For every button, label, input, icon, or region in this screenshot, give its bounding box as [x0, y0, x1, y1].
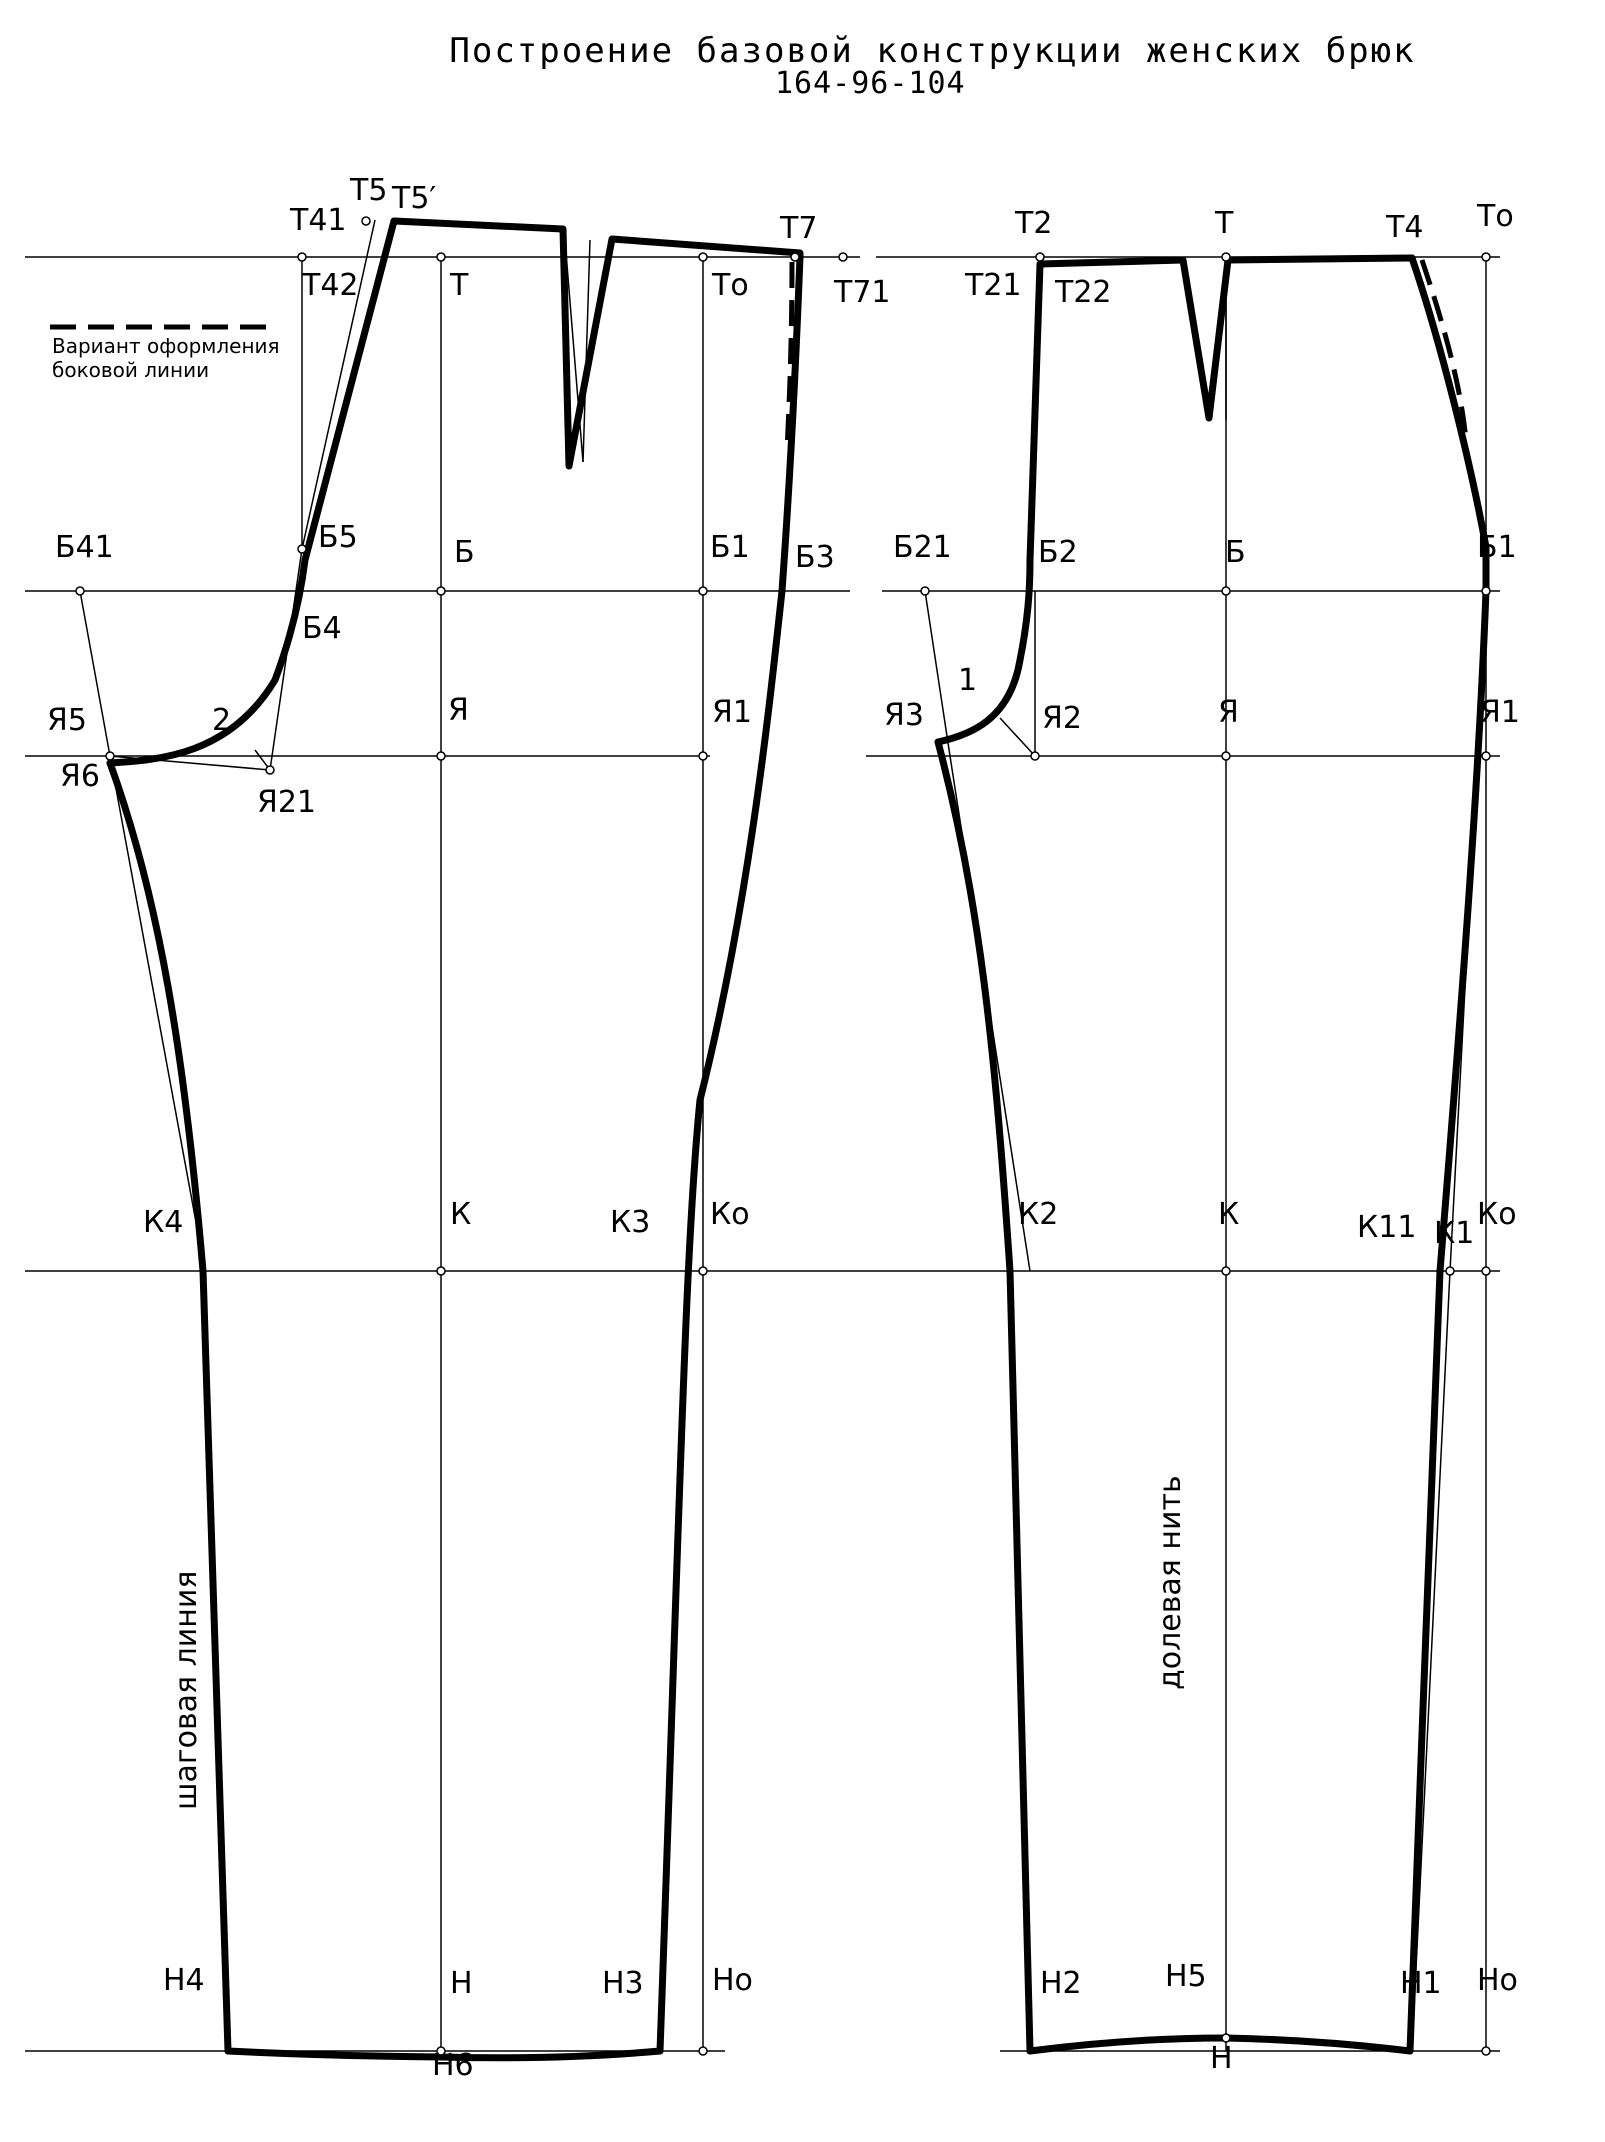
- label-t71: Т71: [834, 275, 891, 310]
- label-t5: Т5: [350, 173, 388, 208]
- label-ya-front: Я: [1218, 695, 1239, 730]
- label-k2: К2: [1018, 1197, 1059, 1232]
- point-ho-front: [1482, 2047, 1490, 2055]
- back-b5-ya21: [270, 549, 302, 770]
- label-ya2: Я2: [1042, 701, 1082, 736]
- label-h-front: Н: [1210, 2041, 1233, 2076]
- label-ya21: Я21: [257, 785, 317, 820]
- label-b-front: Б: [1225, 535, 1246, 570]
- label-k11: К11: [1357, 1210, 1417, 1245]
- label-one: 1: [958, 663, 978, 698]
- label-k1: К1: [1434, 1216, 1475, 1251]
- point-ya2: [1031, 752, 1039, 760]
- front-b21-ya3: [925, 591, 950, 756]
- label-ya1-back: Я1: [712, 695, 752, 730]
- point-ho-back: [699, 2047, 707, 2055]
- point-to-front: [1482, 253, 1490, 261]
- label-h6: Н6: [432, 2048, 474, 2083]
- point-b-front: [1222, 587, 1230, 595]
- label-t5-prime: Т5′: [392, 181, 437, 216]
- label-ya6: Я6: [60, 759, 100, 794]
- label-t-back: Т: [450, 268, 469, 303]
- label-t22: Т22: [1055, 275, 1112, 310]
- label-k-back: К: [450, 1197, 472, 1232]
- label-b5: Б5: [318, 520, 358, 555]
- front-crotch-curve: [938, 264, 1040, 742]
- label-ya1-front: Я1: [1480, 695, 1520, 730]
- point-b5: [298, 545, 306, 553]
- diagram-subtitle: 164-96-104: [775, 66, 966, 101]
- label-t7: Т7: [780, 211, 818, 246]
- construction-lines: [25, 220, 1500, 2051]
- point-ya-back: [437, 752, 445, 760]
- label-h3: Н3: [602, 1966, 644, 2001]
- point-t2: [1036, 253, 1044, 261]
- point-t-back: [437, 253, 445, 261]
- label-t4: Т4: [1386, 210, 1424, 245]
- point-k1: [1446, 1267, 1454, 1275]
- point-t-front: [1222, 253, 1230, 261]
- point-to-back: [699, 253, 707, 261]
- label-h1: Н1: [1400, 1966, 1442, 2001]
- label-ya3: Я3: [884, 698, 924, 733]
- back-side-seam: [660, 257, 800, 2051]
- point-t71: [839, 253, 847, 261]
- title-text: Построение базовой конструкции женских брюк: [449, 31, 1416, 71]
- back-piece-outline: [110, 221, 800, 2058]
- label-t2: Т2: [1015, 206, 1053, 241]
- label-ya-back: Я: [448, 693, 469, 728]
- legend-line-1: Вариант оформления: [52, 334, 280, 358]
- front-bisector: [1000, 718, 1035, 756]
- label-h-back: Н: [450, 1966, 473, 2001]
- label-b2: Б2: [1038, 535, 1078, 570]
- front-side-seam: [1410, 258, 1486, 2051]
- label-ya5: Я5: [47, 703, 87, 738]
- label-ho-back: Но: [712, 1963, 753, 1998]
- point-b21: [921, 587, 929, 595]
- label-two: 2: [212, 703, 232, 738]
- front-inseam: [938, 742, 1030, 2051]
- label-k-front: К: [1218, 1197, 1240, 1232]
- point-b1-back: [699, 587, 707, 595]
- point-b41: [76, 587, 84, 595]
- back-inseam-straight: [110, 756, 205, 1271]
- label-h5: Н5: [1165, 1959, 1207, 1994]
- point-k-front: [1222, 1267, 1230, 1275]
- point-ko-back: [699, 1267, 707, 1275]
- inseam-line-label: шаговая линия: [169, 1570, 204, 1810]
- legend-line-2: боковой линии: [52, 358, 210, 382]
- label-h2: Н2: [1040, 1966, 1082, 2001]
- label-b-back: Б: [454, 535, 475, 570]
- label-b21: Б21: [893, 530, 952, 565]
- construction-points: [76, 217, 1490, 2055]
- point-ya5: [106, 752, 114, 760]
- back-inseam: [110, 763, 228, 2051]
- point-t7: [791, 253, 799, 261]
- point-ya21: [266, 766, 274, 774]
- point-b1-front: [1482, 587, 1490, 595]
- label-to-front: То: [1477, 199, 1514, 234]
- label-ho-front: Но: [1477, 1963, 1518, 1998]
- label-b41: Б41: [55, 530, 114, 565]
- label-t42: Т42: [302, 268, 359, 303]
- grain-line-label: долевая нить: [1153, 1475, 1188, 1690]
- label-b1-front: Б1: [1477, 530, 1517, 565]
- label-k4: К4: [143, 1205, 184, 1240]
- label-ko-back: Ко: [710, 1197, 750, 1232]
- point-ya1-front: [1482, 752, 1490, 760]
- label-b3: Б3: [795, 540, 835, 575]
- label-b4: Б4: [302, 611, 342, 646]
- point-t5: [362, 217, 370, 225]
- point-ko-front: [1482, 1267, 1490, 1275]
- front-piece-outline: [938, 258, 1486, 2051]
- label-b1-back: Б1: [710, 530, 750, 565]
- label-to-back: То: [712, 268, 749, 303]
- point-ya1-back: [699, 752, 707, 760]
- point-k-back: [437, 1267, 445, 1275]
- point-ya-front: [1222, 752, 1230, 760]
- label-t-front: Т: [1215, 206, 1234, 241]
- label-ko-front: Ко: [1477, 1197, 1517, 1232]
- label-t41: Т41: [290, 203, 347, 238]
- label-k3: К3: [610, 1205, 651, 1240]
- label-t21: Т21: [965, 268, 1022, 303]
- point-t41: [298, 253, 306, 261]
- label-h4: Н4: [163, 1963, 205, 1998]
- point-b-back: [437, 587, 445, 595]
